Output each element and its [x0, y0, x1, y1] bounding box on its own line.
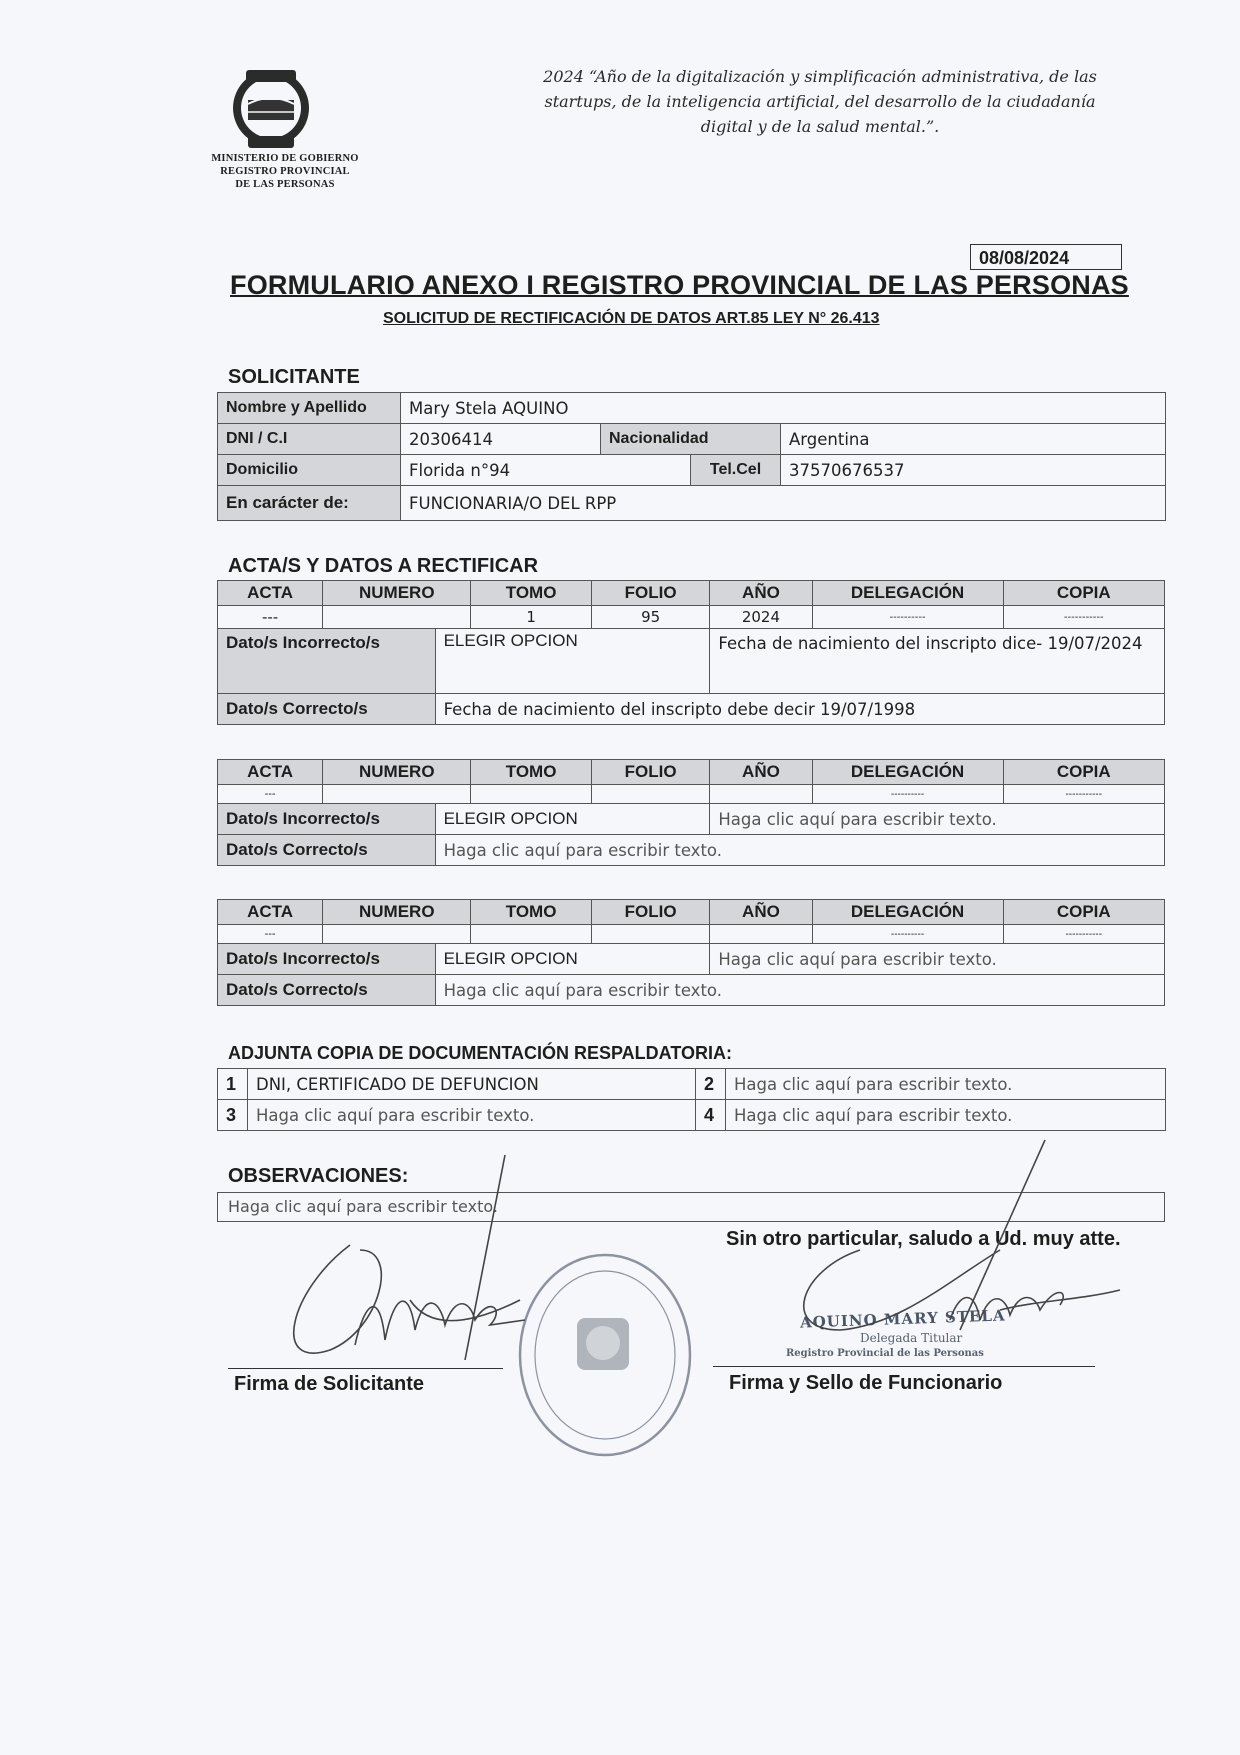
name-label: Nombre y Apellido	[218, 393, 401, 424]
incorrect-data-field[interactable]: Haga clic aquí para escribir texto.	[710, 804, 1165, 835]
header-delegacion: DELEGACIÓN	[812, 900, 1003, 925]
incorrect-data-label: Dato/s Incorrecto/s	[218, 629, 436, 694]
phone-label: Tel.Cel	[691, 455, 781, 486]
date-field[interactable]: 08/08/2024	[970, 244, 1122, 270]
acta-field[interactable]: ---	[218, 606, 323, 629]
address-label: Domicilio	[218, 455, 401, 486]
capacity-label: En carácter de:	[218, 486, 401, 521]
header-acta: ACTA	[218, 900, 323, 925]
anio-field[interactable]: 2024	[710, 606, 812, 629]
incorrect-data-field[interactable]: Fecha de nacimiento del inscripto dice- 19/07/2024	[710, 629, 1165, 694]
dni-field[interactable]: 20306414	[401, 424, 601, 455]
correct-data-label: Dato/s Correcto/s	[218, 694, 436, 725]
header-numero: NUMERO	[323, 900, 471, 925]
ministry-line-1: MINISTERIO DE GOBIERNO	[211, 153, 359, 164]
official-stamp-role: Delegada Titular	[860, 1331, 963, 1345]
dni-label: DNI / C.I	[218, 424, 401, 455]
header-tomo: TOMO	[471, 760, 592, 785]
copia-field[interactable]: -----------	[1003, 606, 1164, 629]
header-anio: AÑO	[710, 581, 812, 606]
delegacion-field[interactable]: ----------	[812, 785, 1003, 804]
capacity-field[interactable]: FUNCIONARIA/O DEL RPP	[401, 486, 1166, 521]
correct-data-field[interactable]: Haga clic aquí para escribir texto.	[435, 835, 1164, 866]
incorrect-data-label: Dato/s Incorrecto/s	[218, 804, 436, 835]
copia-field[interactable]: -----------	[1003, 925, 1164, 944]
header-tomo: TOMO	[471, 900, 592, 925]
observations-section-title: OBSERVACIONES:	[228, 1165, 409, 1187]
records-section-title: ACTA/S Y DATOS A RECTIFICAR	[228, 555, 539, 577]
attachment-field-1[interactable]: DNI, CERTIFICADO DE DEFUNCION	[248, 1069, 696, 1100]
motto-line-2: startups, de la inteligencia artificial, del desarrollo de la ciudadanía	[544, 92, 1096, 111]
applicant-signature-drawing	[294, 1155, 525, 1360]
incorrect-data-label: Dato/s Incorrecto/s	[218, 944, 436, 975]
incorrect-data-field[interactable]: Haga clic aquí para escribir texto.	[710, 944, 1165, 975]
official-signature-drawing	[804, 1140, 1120, 1330]
ministry-line-2: REGISTRO PROVINCIAL	[220, 166, 350, 177]
attachments-section-title: ADJUNTA COPIA DE DOCUMENTACIÓN RESPALDATORIA:	[228, 1043, 732, 1063]
official-signature-label: Firma y Sello de Funcionario	[729, 1372, 1003, 1394]
header-folio: FOLIO	[591, 900, 710, 925]
address-field[interactable]: Florida n°94	[401, 455, 691, 486]
header-anio: AÑO	[710, 900, 812, 925]
acta-field[interactable]: ---	[218, 925, 323, 944]
delegacion-field[interactable]: ----------	[812, 925, 1003, 944]
correct-data-label: Dato/s Correcto/s	[218, 975, 436, 1006]
official-stamp-name: AQUINO MARY STELA	[799, 1306, 1006, 1332]
attachment-field-2[interactable]: Haga clic aquí para escribir texto.	[726, 1069, 1166, 1100]
header-anio: AÑO	[710, 760, 812, 785]
attachment-field-3[interactable]: Haga clic aquí para escribir texto.	[248, 1100, 696, 1131]
header-delegacion: DELEGACIÓN	[812, 581, 1003, 606]
header-acta: ACTA	[218, 760, 323, 785]
header-acta: ACTA	[218, 581, 323, 606]
header-folio: FOLIO	[591, 760, 710, 785]
delegacion-field[interactable]: ----------	[812, 606, 1003, 629]
nationality-field[interactable]: Argentina	[781, 424, 1166, 455]
phone-field[interactable]: 37570676537	[781, 455, 1166, 486]
attachment-number-3: 3	[218, 1100, 248, 1131]
header-copia: COPIA	[1003, 760, 1164, 785]
header-tomo: TOMO	[471, 581, 592, 606]
incorrect-option-dropdown[interactable]: ELEGIR OPCION	[435, 629, 710, 694]
motto-line-1: 2024 “Año de la digitalización y simplificación administrativa, de las	[543, 67, 1097, 86]
closing-text: Sin otro particular, saludo a Ud. muy atte.	[726, 1228, 1121, 1250]
correct-data-label: Dato/s Correcto/s	[218, 835, 436, 866]
applicant-section-title: SOLICITANTE	[228, 366, 360, 388]
motto-line-3: digital y de la salud mental.”.	[700, 117, 940, 136]
form-title: FORMULARIO ANEXO I REGISTRO PROVINCIAL DE LAS PERSONAS	[230, 270, 1129, 300]
acta-field[interactable]: ---	[218, 785, 323, 804]
attachment-field-4[interactable]: Haga clic aquí para escribir texto.	[726, 1100, 1166, 1131]
incorrect-option-dropdown[interactable]: ELEGIR OPCION	[435, 944, 710, 975]
attachment-number-2: 2	[696, 1069, 726, 1100]
folio-field[interactable]: 95	[591, 606, 710, 629]
observations-field[interactable]: Haga clic aquí para escribir texto.	[217, 1192, 1165, 1222]
header-numero: NUMERO	[323, 581, 471, 606]
incorrect-option-dropdown[interactable]: ELEGIR OPCION	[435, 804, 710, 835]
correct-data-field[interactable]: Haga clic aquí para escribir texto.	[435, 975, 1164, 1006]
copia-field[interactable]: -----------	[1003, 785, 1164, 804]
header-delegacion: DELEGACIÓN	[812, 760, 1003, 785]
form-subtitle: SOLICITUD DE RECTIFICACIÓN DE DATOS ART.85 LEY N° 26.413	[383, 310, 880, 327]
correct-data-field[interactable]: Fecha de nacimiento del inscripto debe decir 19/07/1998	[435, 694, 1164, 725]
ministry-line-3: DE LAS PERSONAS	[235, 179, 335, 190]
official-stamp-org: Registro Provincial de las Personas	[786, 1348, 984, 1359]
header-folio: FOLIO	[591, 581, 710, 606]
header-copia: COPIA	[1003, 581, 1164, 606]
header-numero: NUMERO	[323, 760, 471, 785]
nationality-label: Nacionalidad	[601, 424, 781, 455]
name-field[interactable]: Mary Stela AQUINO	[401, 393, 1166, 424]
attachment-number-1: 1	[218, 1069, 248, 1100]
attachment-number-4: 4	[696, 1100, 726, 1131]
tomo-field[interactable]: 1	[471, 606, 592, 629]
header-copia: COPIA	[1003, 900, 1164, 925]
round-stamp	[520, 1255, 690, 1455]
applicant-signature-label: Firma de Solicitante	[234, 1373, 425, 1395]
